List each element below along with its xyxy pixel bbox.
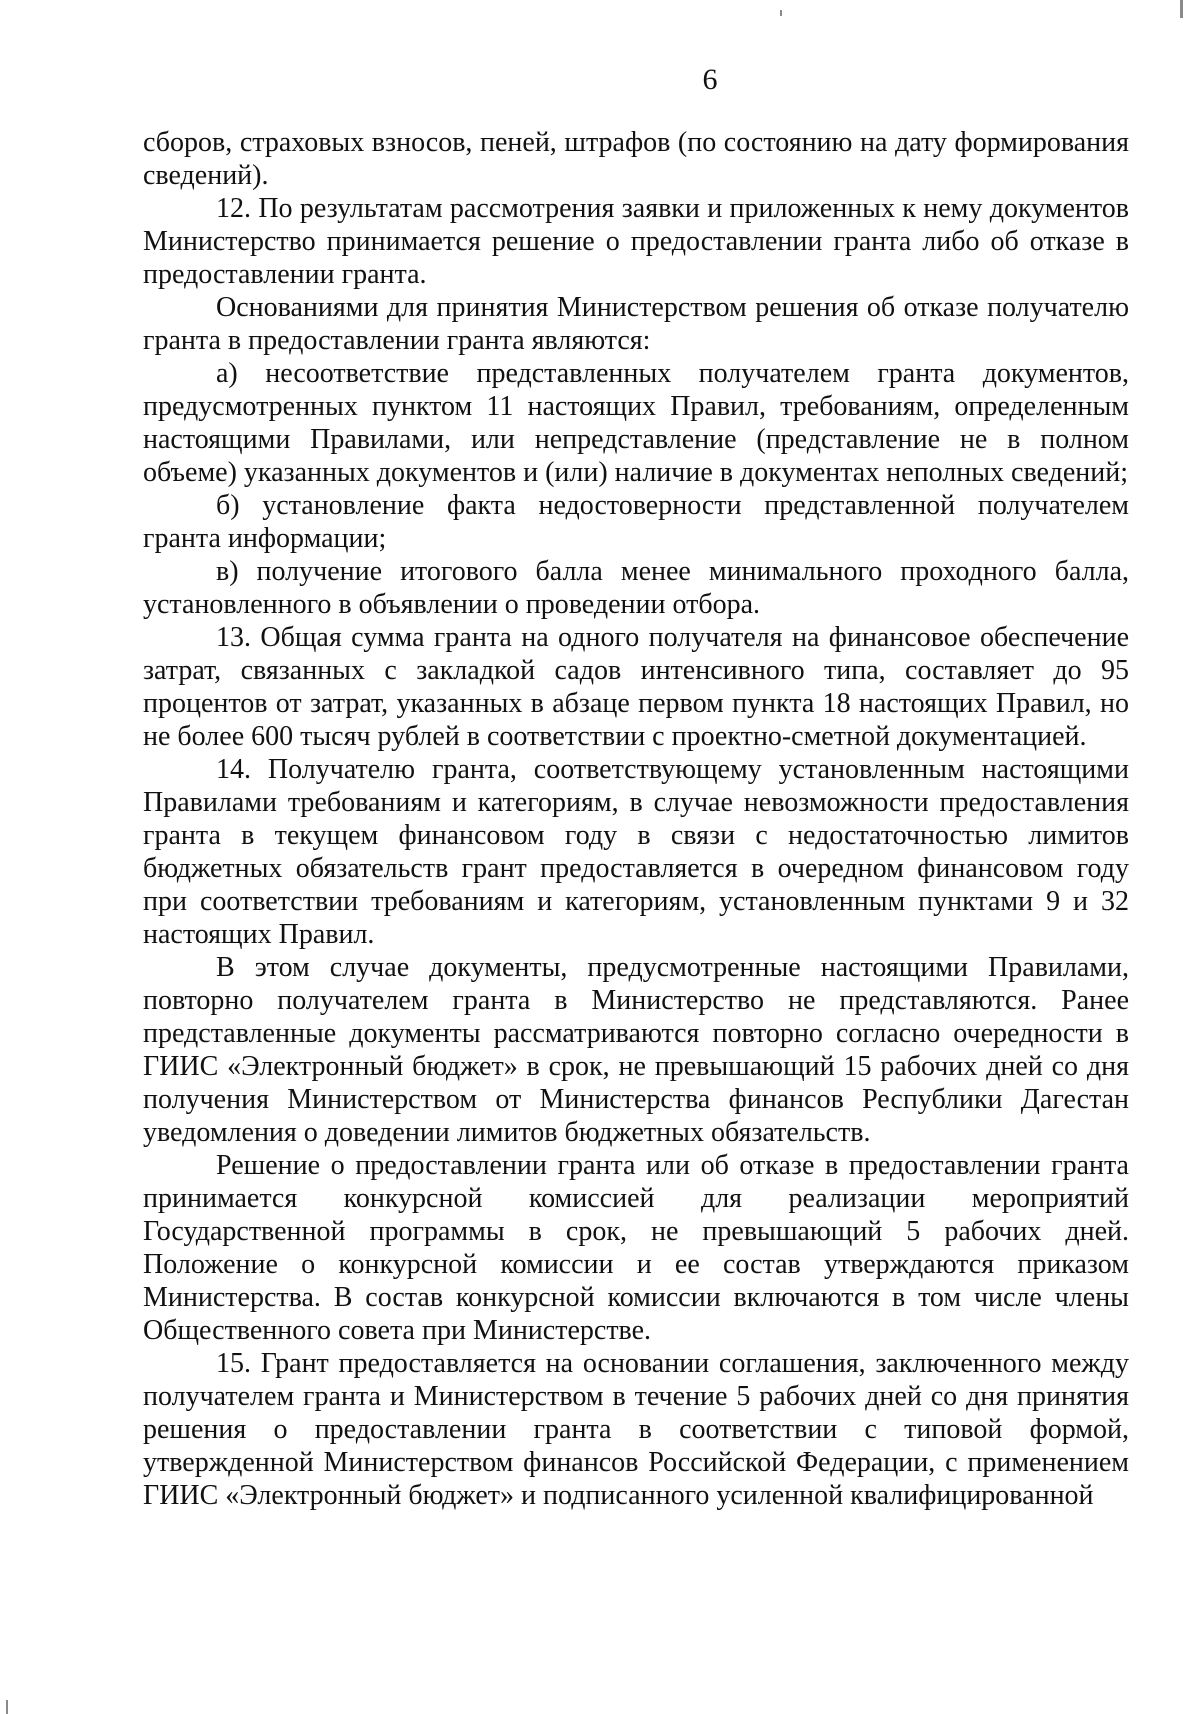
paragraph-4: а) несоответствие представленных получателем гранта документов, предусмотренных пунктом 11 настоящих Правил, требованиям, определенным настоящими Правилами, или непредставление (представление не в полном объеме) указанных документов и (или) наличие в документах неполных сведений;: [143, 358, 1129, 488]
paragraph-5: б) установление факта недостоверности представленной получателем гранта информации;: [143, 490, 1129, 554]
paragraph-11: 15. Грант предоставляется на основании соглашения, заключенного между получателем гранта и Министерством в течение 5 рабочих дней со дня принятия решения о предоставлении гранта в соответствии с типовой формой, утвержденной Министерством финансов Российской Федерации, с применением ГИИС «Электронный бюджет» и подписанного усиленной квалифицированной: [143, 1348, 1129, 1511]
page-number: 6: [702, 63, 718, 96]
paragraph-9: В этом случае документы, предусмотренные настоящими Правилами, повторно получателем гранта в Министерство не представляются. Ранее представленные документы рассматриваются повторно согласно очередности в ГИИС «Электронный бюджет» в срок, не превышающий 15 рабочих дней со дня получения Министерством от Министерства финансов Республики Дагестан уведомления о доведении лимитов бюджетных обязательств.: [143, 952, 1129, 1148]
paragraph-2: 12. По результатам рассмотрения заявки и приложенных к нему документов Министерство принимается решение о предоставлении гранта либо об отказе в предоставлении гранта.: [143, 193, 1129, 290]
paragraph-10: Решение о предоставлении гранта или об отказе в предоставлении гранта принимается конкурсной комиссией для реализации мероприятий Государственной программы в срок, не превышающий 5 рабочих дней. Положение о конкурсной комиссии и ее состав утверждаются приказом Министерства. В состав конкурсной комиссии включаются в том числе члены Общественного совета при Министерстве.: [143, 1150, 1129, 1346]
scan-artifact-top-mark: [780, 10, 782, 16]
paragraph-3: Основаниями для принятия Министерством решения об отказе получателю гранта в предоставлении гранта являются:: [143, 292, 1129, 356]
scan-artifact-top-right: [1180, 0, 1183, 18]
paragraph-7: 13. Общая сумма гранта на одного получателя на финансовое обеспечение затрат, связанных с закладкой садов интенсивного типа, составляет до 95 процентов от затрат, указанных в абзаце первом пункта 18 настоящих Правил, но не более 600 тысяч рублей в соответствии с проектно-сметной документацией.: [143, 622, 1129, 752]
paragraph-8: 14. Получателю гранта, соответствующему установленным настоящими Правилами требованиям и категориям, в случае невозможности предоставления гранта в текущем финансовом году в связи с недостаточностью лимитов бюджетных обязательств грант предоставляется в очередном финансовом году при соответствии требованиям и категориям, установленным пунктами 9 и 32 настоящих Правил.: [143, 754, 1129, 950]
paragraph-1: сборов, страховых взносов, пеней, штрафов (по состоянию на дату формирования сведений).: [143, 127, 1129, 191]
document-body: [143, 126, 1129, 1512]
scan-artifact-left-bottom: [6, 1700, 8, 1714]
paragraph-6: в) получение итогового балла менее минимального проходного балла, установленного в объявлении о проведении отбора.: [143, 556, 1129, 620]
